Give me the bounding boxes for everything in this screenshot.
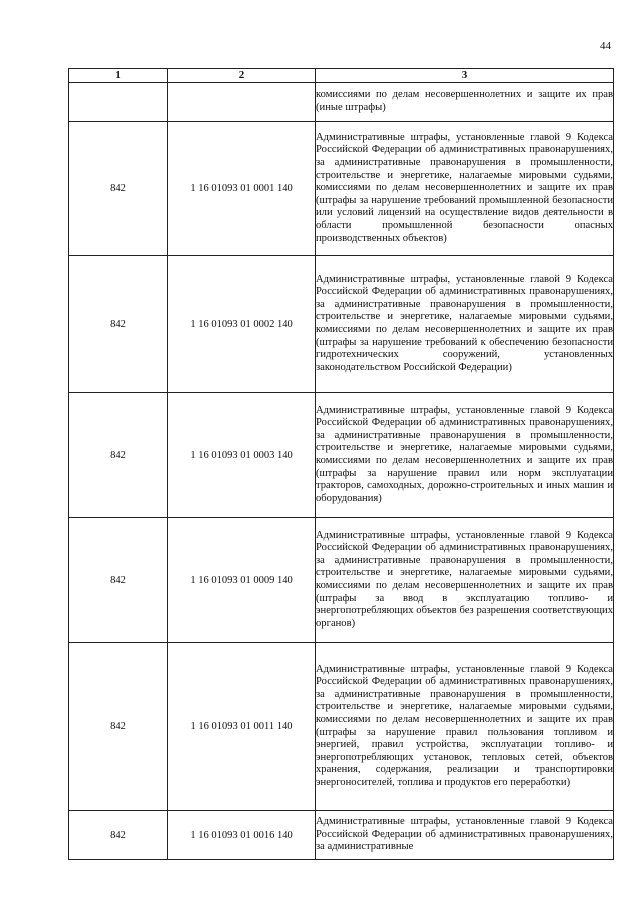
- description-text: Административные штрафы, установленные главой 9 Кодекса Российской Федерации об административных правонарушениях, за административные правонарушения в промышленности, строительстве и энергетике, налагаемые мировыми судьями, комиссиями по делам несовершеннолетних и защите их прав (штрафы за ввод в эксплуатацию топливо- и энергопотребляющих объектов без разрешения соответствующих органов): [316, 529, 613, 629]
- description-text: Административные штрафы, установленные главой 9 Кодекса Российской Федерации об административных правонарушениях, за административные: [316, 816, 613, 853]
- page-number: 44: [600, 40, 611, 52]
- table-row: [69, 393, 614, 518]
- description-text: Административные штрафы, установленные главой 9 Кодекса Российской Федерации об административных правонарушениях, за административные правонарушения в промышленности, строительстве и энергетике, налагаемые мировыми судьями, комиссиями по делам несовершеннолетних и защите их прав (штрафы за нарушение требований к обеспечению безопасности гидротехнических сооружений, установленных законодательством Российской Федерации): [316, 273, 613, 373]
- description-cell: [316, 393, 614, 518]
- description-text: комиссиями по делам несовершеннолетних и защите их прав (иные штрафы): [316, 89, 613, 113]
- description-text: Административные штрафы, установленные главой 9 Кодекса Российской Федерации об административных правонарушениях, за административные правонарушения в промышленности, строительстве и энергетике, налагаемые мировыми судьями, комиссиями по делам несовершеннолетних и защите их прав (штрафы за нарушение правил пользования топливом и энергией, правил устройства, эксплуатации топливо- и энергопотребляющих установок, тепловых сетей, объектов хранения, содержания, реализации и транспортировки энергоносителей, топлива и продуктов его переработки): [316, 663, 613, 788]
- kbk-cell: 1 16 01093 01 0011 140: [168, 643, 316, 811]
- description-cell: [316, 83, 614, 122]
- admin-code-cell: [69, 83, 168, 122]
- description-cell: [316, 518, 614, 643]
- kbk-cell: 1 16 01093 01 0001 140: [168, 122, 316, 256]
- description-text: Административные штрафы, установленные главой 9 Кодекса Российской Федерации об административных правонарушениях, за административные правонарушения в промышленности, строительстве и энергетике, налагаемые мировыми судьями, комиссиями по делам несовершеннолетних и защите их прав (штрафы за нарушение требований промышленной безопасности или условий лицензий на осуществление видов деятельности в области промышленной безопасности опасных производственных объектов): [316, 131, 613, 244]
- table-row: [69, 122, 614, 256]
- kbk-cell: 1 16 01093 01 0016 140: [168, 811, 316, 860]
- table-row: [69, 83, 614, 122]
- description-cell: [316, 122, 614, 256]
- description-text: Административные штрафы, установленные главой 9 Кодекса Российской Федерации об административных правонарушениях, за административные правонарушения в промышленности, строительстве и энергетике, налагаемые мировыми судьями, комиссиями по делам несовершеннолетних и защите их прав (штрафы за нарушение правил или норм эксплуатации тракторов, самоходных, дорожно-строительных и иных машин и оборудования): [316, 404, 613, 504]
- admin-code-cell: 842: [69, 393, 168, 518]
- admin-code-cell: 842: [69, 518, 168, 643]
- description-cell: [316, 643, 614, 811]
- table-row: [69, 518, 614, 643]
- admin-code-cell: 842: [69, 811, 168, 860]
- admin-code-cell: 842: [69, 643, 168, 811]
- column-header: 3: [316, 69, 614, 83]
- table-row: [69, 811, 614, 860]
- kbk-cell: 1 16 01093 01 0002 140: [168, 256, 316, 393]
- table-row: [69, 256, 614, 393]
- description-cell: [316, 256, 614, 393]
- table-row: [69, 643, 614, 811]
- description-cell: [316, 811, 614, 860]
- kbk-cell: [168, 83, 316, 122]
- kbk-cell: 1 16 01093 01 0009 140: [168, 518, 316, 643]
- admin-code-cell: 842: [69, 256, 168, 393]
- admin-code-cell: 842: [69, 122, 168, 256]
- table-header-row: [69, 69, 614, 83]
- kbk-cell: 1 16 01093 01 0003 140: [168, 393, 316, 518]
- column-header: 2: [168, 69, 316, 83]
- column-header: 1: [69, 69, 168, 83]
- budget-codes-table: [68, 68, 614, 860]
